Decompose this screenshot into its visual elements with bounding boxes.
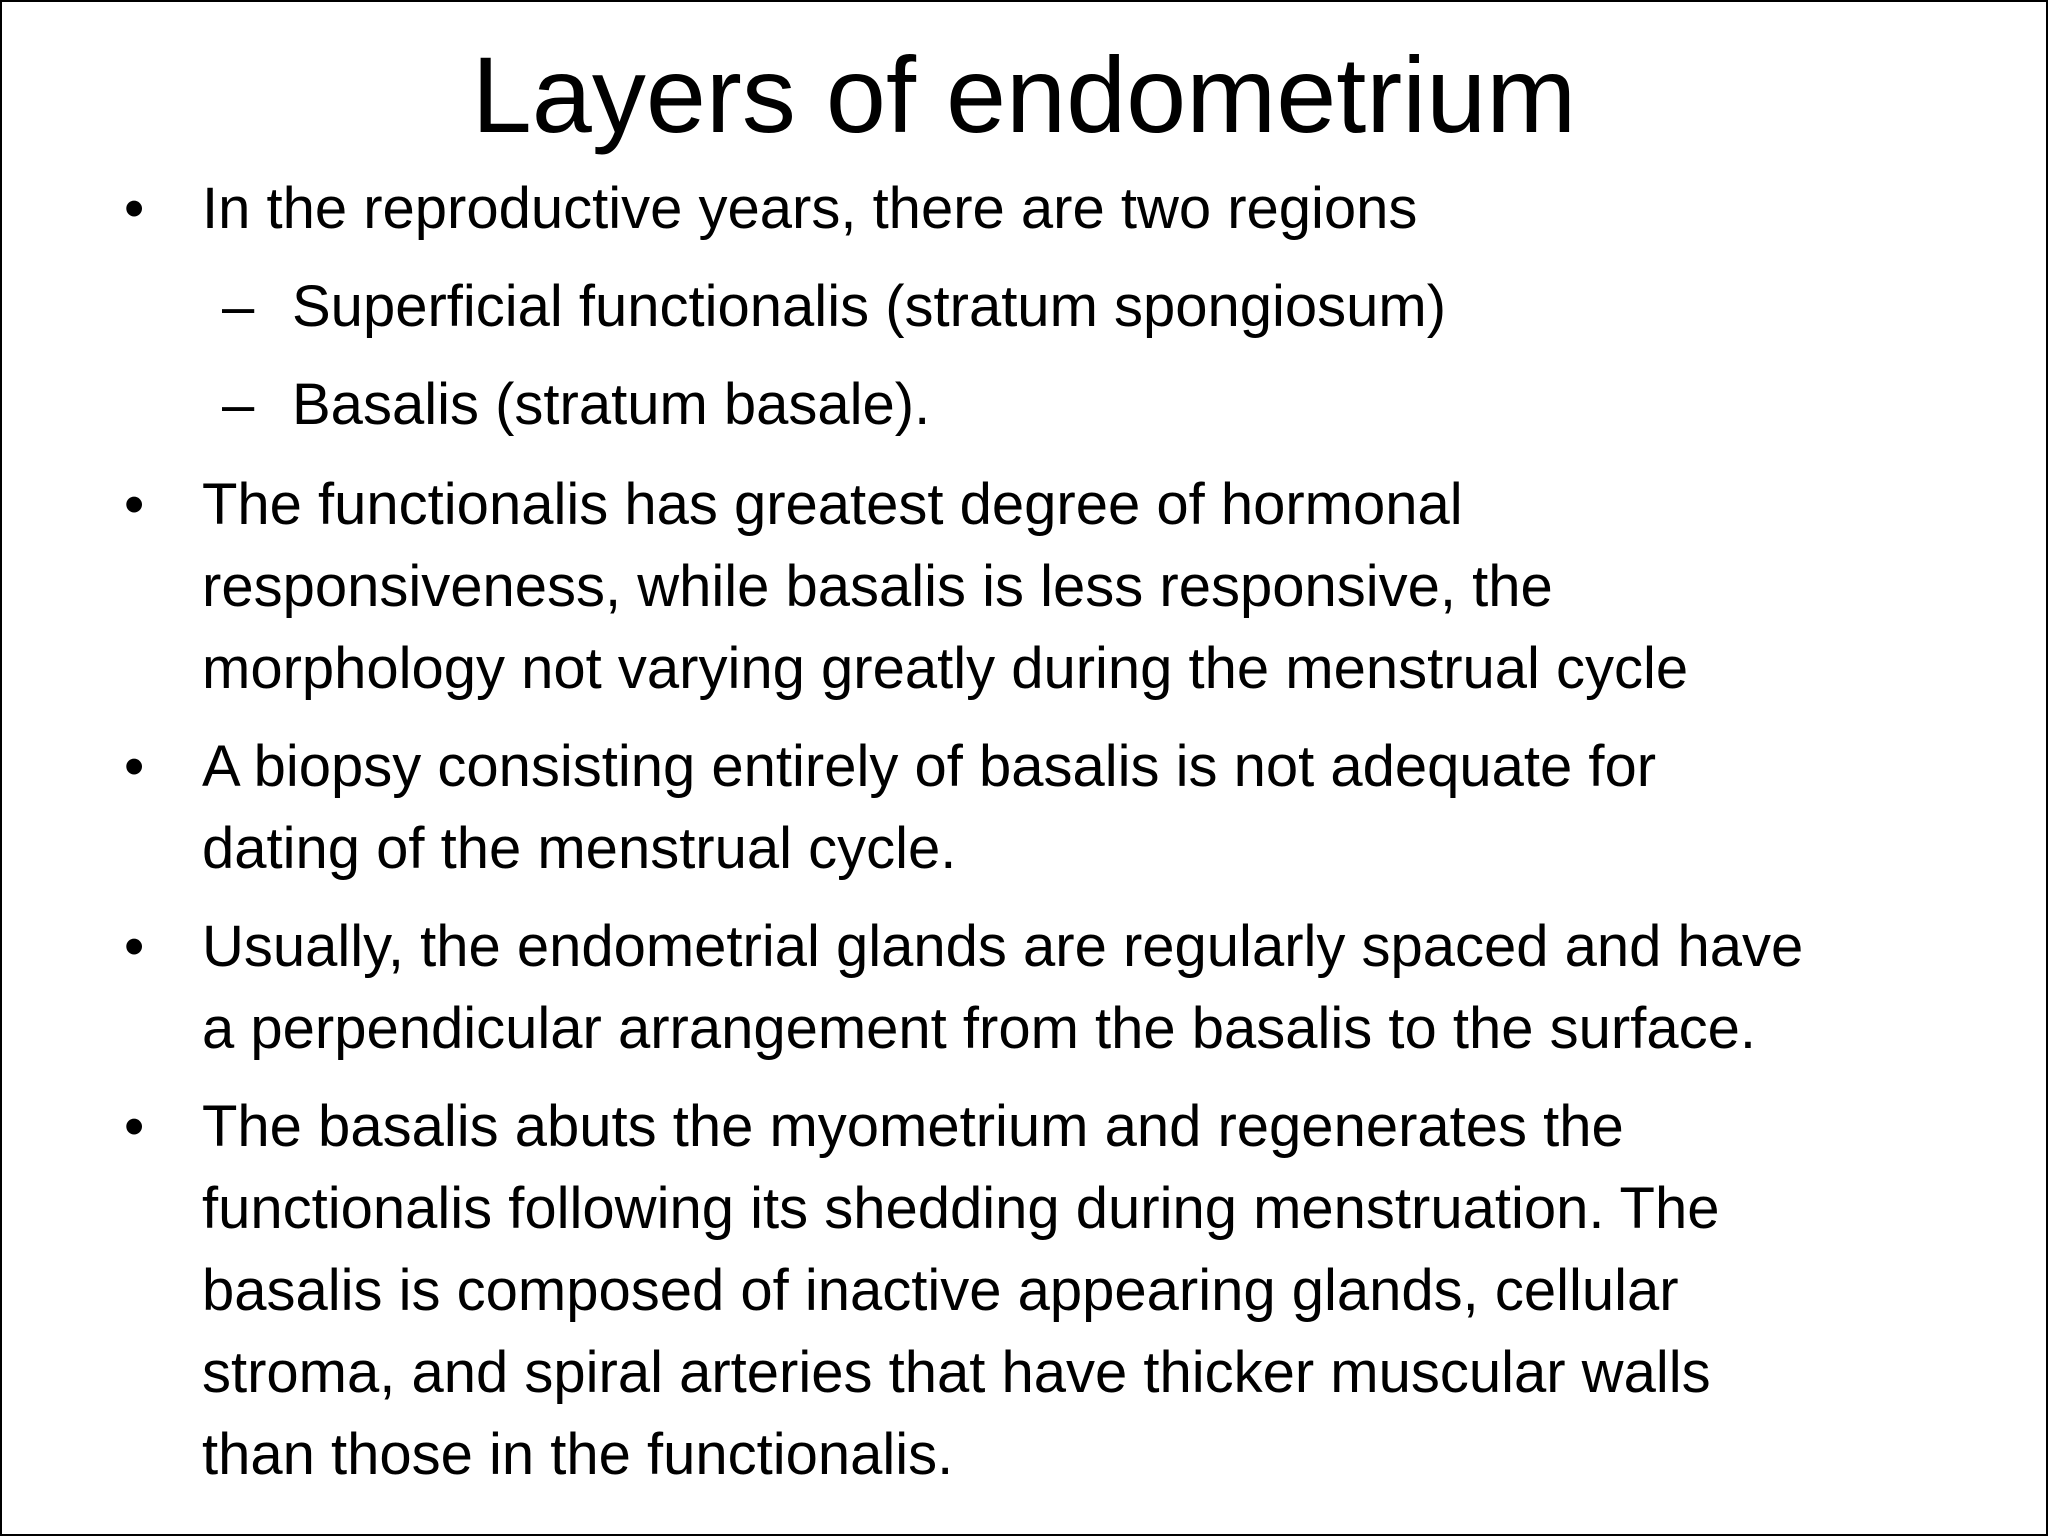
bullet-marker: • [124, 472, 145, 537]
sub-bullet-marker: – [222, 274, 255, 339]
list-item-text: In the reproductive years, there are two regions [202, 176, 1418, 241]
list-item-text: The basalis abuts the myometrium and regenerates the [202, 1094, 1624, 1159]
list-item-text: responsiveness, while basalis is less responsive, the [202, 554, 1553, 619]
list-item-text: than those in the functionalis. [202, 1422, 954, 1487]
sub-list-item-text: Basalis (stratum basale). [292, 372, 931, 437]
sub-bullet-marker: – [222, 372, 255, 437]
list-item-text: stroma, and spiral arteries that have thicker muscular walls [202, 1340, 1711, 1405]
list-item-text: basalis is composed of inactive appearing glands, cellular [202, 1258, 1679, 1323]
bullet-marker: • [124, 176, 145, 241]
bullet-marker: • [124, 734, 145, 799]
list-item-text: Usually, the endometrial glands are regularly spaced and have [202, 914, 1804, 979]
bullet-list [2, 2, 2046, 1534]
list-item-text: A biopsy consisting entirely of basalis is not adequate for [202, 734, 1657, 799]
list-item-text: dating of the menstrual cycle. [202, 816, 957, 881]
list-item-text: functionalis following its shedding during menstruation. The [202, 1176, 1720, 1241]
list-item-text: a perpendicular arrangement from the basalis to the surface. [202, 996, 1756, 1061]
sub-list-item-text: Superficial functionalis (stratum spongiosum) [292, 274, 1447, 339]
bullet-marker: • [124, 914, 145, 979]
list-item-text: The functionalis has greatest degree of hormonal [202, 472, 1463, 537]
bullet-marker: • [124, 1094, 145, 1159]
slide-title: Layers of endometrium [471, 34, 1577, 155]
list-item-text: morphology not varying greatly during the menstrual cycle [202, 636, 1689, 701]
